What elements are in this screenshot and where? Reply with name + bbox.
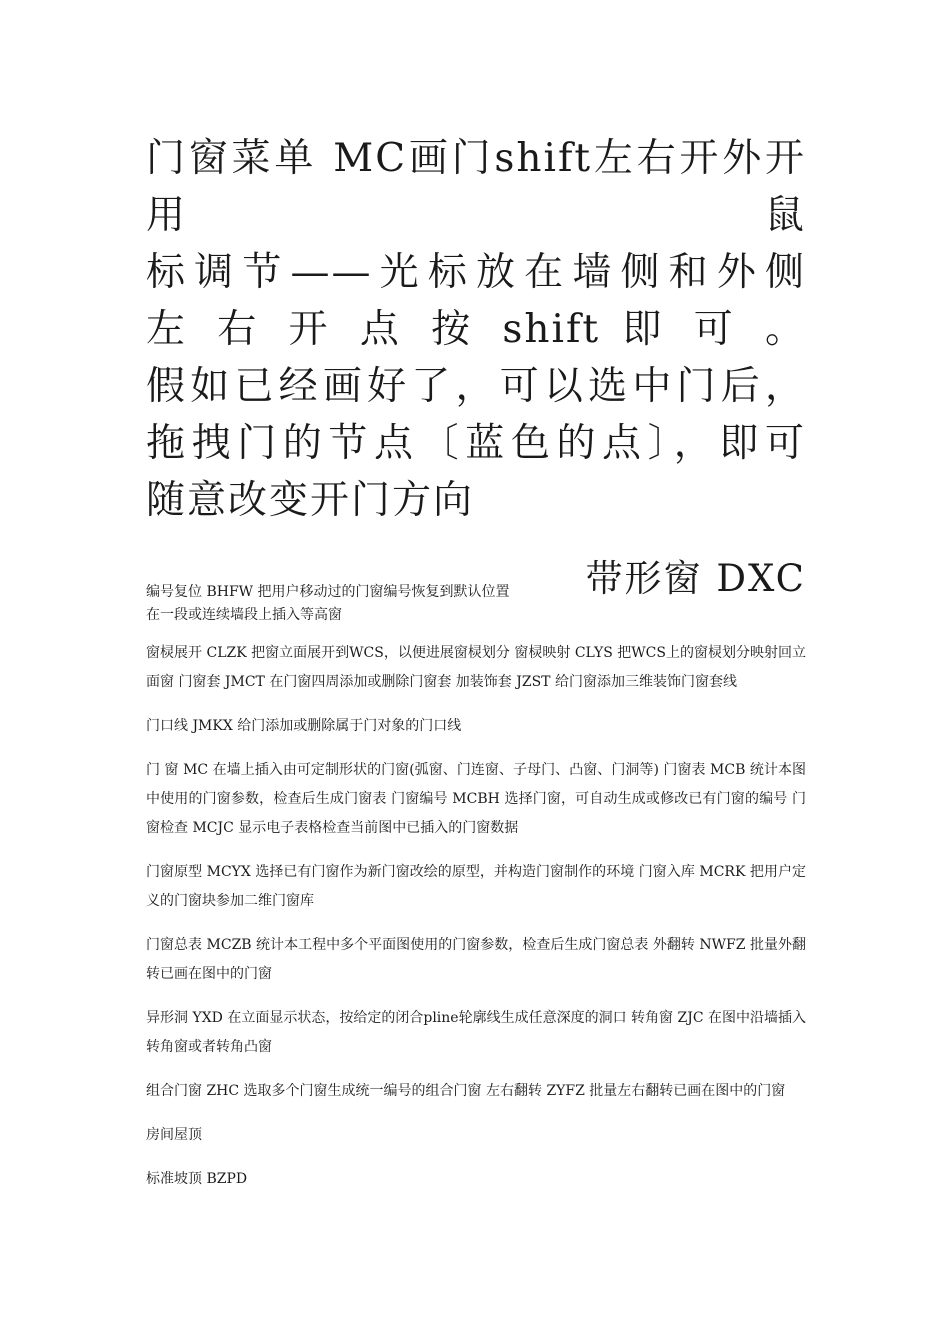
- paragraph: 门窗总表 MCZB 统计本工程中多个平面图使用的门窗参数，检查后生成门窗总表 外翻转 NWFZ 批量外翻转已画在图中的门窗: [146, 937, 806, 982]
- paragraph: 标准坡顶 BZPD: [146, 1171, 248, 1187]
- paragraph: 门 窗 MC 在墙上插入由可定制形状的门窗(弧窗、门连窗、子母门、凸窗、门洞等) 门窗表 MCB 统计本图中使用的门窗参数，检查后生成门窗表 门窗编号 MCBH 选择门窗，可自动生成或修改已有门窗的编号 门窗检查 MCJC 显示电子表格检查当前图中已插入的门窗数据: [146, 762, 806, 836]
- heading-line: 假如已经画好了，可以选中门后，: [146, 364, 806, 409]
- document-page: [146, 130, 806, 1209]
- first-row-continuation: 在一段或连续墙段上插入等高窗: [146, 607, 342, 623]
- heading-line: 标调节——光标放在墙侧和外侧: [146, 250, 806, 295]
- first-row-lead: 编号复位 BHFW 把用户移动过的门窗编号恢复到默认位置: [146, 584, 510, 600]
- heading-line: 拖拽门的节点〔蓝色的点〕，即可: [146, 421, 806, 466]
- first-row-big-text: 带形窗 DXC: [585, 557, 806, 600]
- paragraph: 门口线 JMKX 给门添加或删除属于门对象的门口线: [146, 718, 462, 734]
- heading-line: 左 右 开 点 按 shift 即 可 。: [146, 307, 806, 352]
- paragraph: 异形洞 YXD 在立面显示状态，按给定的闭合pline轮廓线生成任意深度的洞口 转角窗 ZJC 在图中沿墙插入转角窗或者转角凸窗: [146, 1010, 806, 1055]
- heading-line: 随意改变开门方向: [146, 478, 475, 523]
- paragraph: 窗棂展开 CLZK 把窗立面展开到WCS，以便进展窗棂划分 窗棂映射 CLYS 把WCS上的窗棂划分映射回立面窗 门窗套 JMCT 在门窗四周添加或删除门窗套 加装饰套 JZST 给门窗添加三维装饰门窗套线: [146, 645, 806, 690]
- paragraph: 组合门窗 ZHC 选取多个门窗生成统一编号的组合门窗 左右翻转 ZYFZ 批量左右翻转已画在图中的门窗: [146, 1083, 786, 1099]
- paragraph: 门窗原型 MCYX 选择已有门窗作为新门窗改绘的原型，并构造门窗制作的环境 门窗入库 MCRK 把用户定义的门窗块参加二维门窗库: [146, 864, 806, 909]
- first-row: [146, 557, 806, 627]
- paragraph: 房间屋顶: [146, 1127, 202, 1143]
- heading-line: 门窗菜单 MC画门shift左右开外开用鼠: [146, 136, 806, 238]
- heading-block: [146, 130, 806, 529]
- paragraph-list: [146, 639, 806, 1194]
